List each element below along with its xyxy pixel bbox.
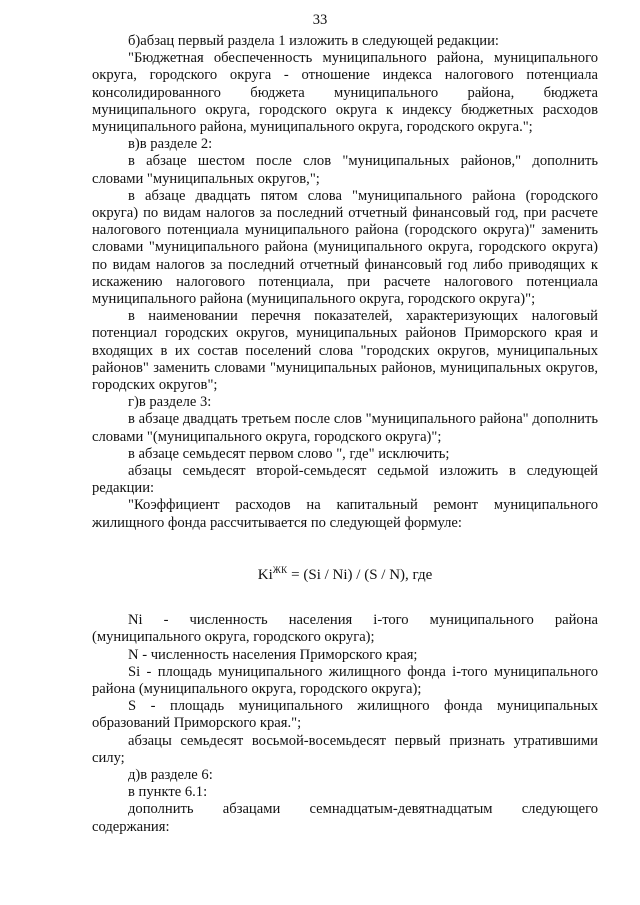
paragraph: б)абзац первый раздела 1 изложить в следующей редакции: xyxy=(128,33,499,49)
paragraph: в пункте 6.1: xyxy=(128,784,208,801)
formula-rhs: = (Si / Ni) / (S / N), где xyxy=(287,566,433,583)
paragraph: Ni - численность населения i-того муниципального района (муниципального округа, городского округа); xyxy=(92,612,598,646)
paragraph: дополнить абзацами семнадцатым-девятнадцатым следующего содержания: xyxy=(92,801,598,835)
paragraph: г)в разделе 3: xyxy=(128,394,212,411)
paragraph: в абзаце двадцать пятом слова "муниципального района (городского округа) по видам налогов за последний отчетный финансовый год, при расчете налогового потенциала муниципального района (городского округа)" заменить словами "муниципального района (муниципального округа, городского округа) по видам налогов за последний отчетный финансовый год либо приводящих к искажению налогового потенциала, при расчете налогового потенциала муниципального района (муниципального округа, городского округа)"; xyxy=(92,187,598,308)
formula-superscript: ЖК xyxy=(272,564,288,575)
paragraph: в наименовании перечня показателей, характеризующих налоговый потенциал городских округов, муниципальных районов Приморского края и входящих в их состав поселений слова "городских округов, муниципальных районов" заменить словами "муниципальных районов, муниципальных округов, городских округов"; xyxy=(92,308,598,394)
paragraph: "Коэффициент расходов на капитальный ремонт муниципального жилищного фонда рассчитывается по следующей формуле: xyxy=(92,497,598,531)
paragraph: "Бюджетная обеспеченность муниципального района, муниципального округа, городского округа - отношение индекса налогового потенциала консолидированного бюджета муниципального района, бюджета муниципального округа, городского округа к индексу бюджетных расходов муниципального района, муниципального округа, городского округа."; xyxy=(92,50,598,136)
paragraph: в)в разделе 2: xyxy=(128,136,213,153)
paragraph: S - площадь муниципального жилищного фонда муниципальных образований Приморского края."; xyxy=(92,698,598,732)
paragraph: N - численность населения Приморского края; xyxy=(128,646,418,663)
document-body xyxy=(92,33,598,836)
paragraph: абзацы семьдесят второй-семьдесят седьмой изложить в следующей редакции: xyxy=(92,463,598,497)
page-number: 33 xyxy=(312,12,328,28)
paragraph: д)в разделе 6: xyxy=(128,766,213,783)
formula-lhs: Ki xyxy=(257,566,273,583)
formula xyxy=(92,562,598,584)
paragraph: абзацы семьдесят восьмой-восемьдесят первый признать утратившими силу; xyxy=(92,732,598,766)
paragraph: в абзаце двадцать третьем после слов "муниципального района" дополнить словами "(муниципального округа, городского округа)"; xyxy=(92,411,598,445)
paragraph: Si - площадь муниципального жилищного фонда i-того муниципального района (муниципального округа, городского округа); xyxy=(92,663,598,697)
paragraph: в абзаце шестом после слов "муниципальных районов," дополнить словами "муниципальных округов,"; xyxy=(92,153,598,187)
paragraph: в абзаце семьдесят первом слово ", где" исключить; xyxy=(128,445,450,462)
